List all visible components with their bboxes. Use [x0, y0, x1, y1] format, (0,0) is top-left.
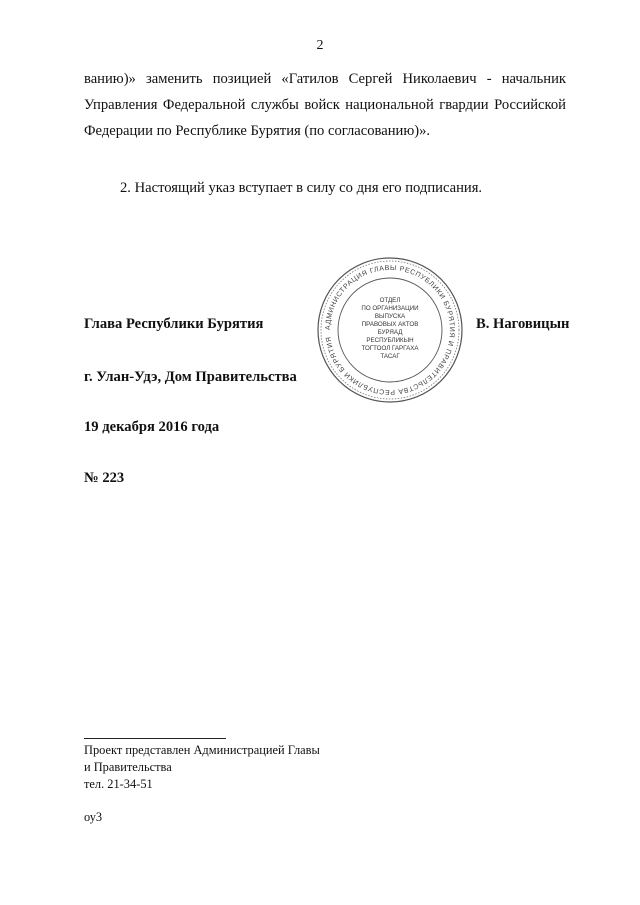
seal-line: ОТДЕЛ [379, 297, 401, 304]
seal-line: ПО ОРГАНИЗАЦИИ [361, 305, 419, 312]
document-date: 19 декабря 2016 года [84, 419, 220, 435]
place-of-signing: г. Улан-Удэ, Дом Правительства [84, 369, 297, 385]
seal-line: ВЫПУСКА [374, 313, 406, 320]
official-seal [316, 256, 464, 404]
footer-phone: тел. 21-34-51 [84, 777, 153, 791]
body-paragraph-2: 2. Настоящий указ вступает в силу со дня его подписания. [120, 180, 483, 196]
signatory-name: В. Наговицын [476, 316, 570, 332]
footer-code: оу3 [84, 810, 103, 824]
seal-line: ТОГТООЛ ГАРГАХА [361, 345, 419, 352]
document-number: № 223 [84, 470, 125, 486]
seal-line: ТАСАГ [380, 353, 400, 360]
footer-divider [84, 738, 226, 739]
footer-line: и Правительства [84, 760, 172, 774]
seal-line: БУРЯАД [377, 329, 403, 336]
footer-line: Проект представлен Администрацией Главы [84, 743, 320, 757]
seal-graphic [316, 256, 464, 404]
page-number: 2 [316, 38, 324, 53]
seal-line: ПРАВОВЫХ АКТОВ [361, 321, 419, 328]
seal-line: РЕСПУБЛИКЫН [366, 337, 414, 344]
signatory-title: Глава Республики Бурятия [84, 316, 264, 332]
body-paragraph-1: ванию)» заменить позицией «Гатилов Сергей Николаевич - начальник Управления Федеральной службы войск национальной гвардии Российской Федерации по Республике Бурятия (по согласованию)». [84, 71, 566, 139]
seal-ring-text: АДМИНИСТРАЦИЯ ГЛАВЫ РЕСПУБЛИКИ БУРЯТИЯ И ПРАВИТЕЛЬСТВА РЕСПУБЛИКИ БУРЯТИЯ [324, 264, 456, 396]
